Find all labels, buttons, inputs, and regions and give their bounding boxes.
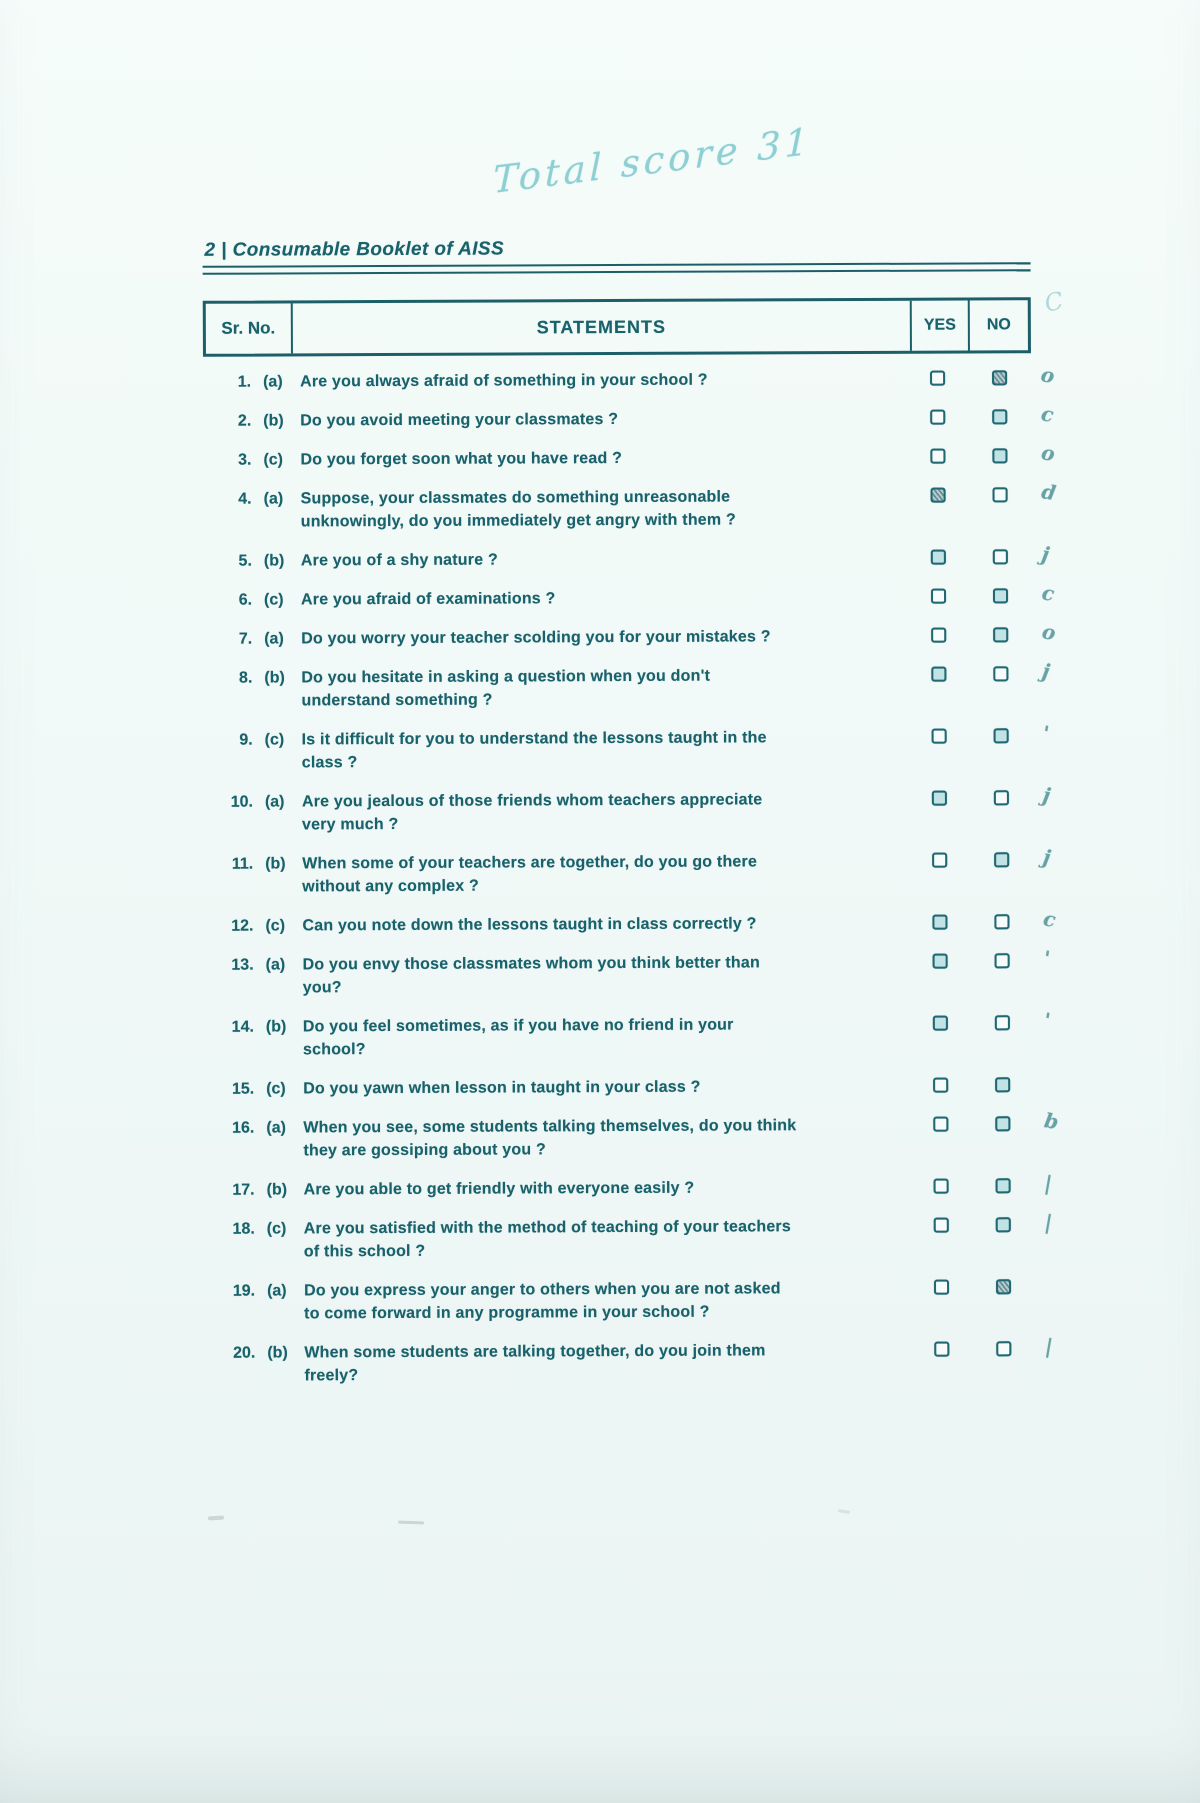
pencil-margin-mark: o — [1039, 440, 1057, 467]
yes-checkbox[interactable] — [932, 729, 947, 744]
sub-item-label: (c) — [264, 731, 285, 749]
pencil-margin-mark: j — [1041, 782, 1053, 808]
yes-checkbox[interactable] — [932, 853, 947, 868]
statement-text: Are you satisfied with the method of teaching of your teachers of this school ? — [303, 1218, 791, 1261]
serial-number: 12. — [231, 917, 254, 935]
statement-text: Do you yawn when lesson in taught in your class ? — [303, 1078, 701, 1098]
yes-checkbox[interactable] — [931, 589, 946, 604]
no-checkbox[interactable] — [996, 1341, 1011, 1356]
page-title: 2 | Consumable Booklet of AISS — [204, 238, 505, 261]
statement-text: Do you feel sometimes, as if you have no friend in your school? — [302, 1016, 734, 1059]
yes-checkbox[interactable] — [931, 550, 946, 565]
serial-number: 2. — [237, 412, 252, 430]
no-checkbox[interactable] — [992, 370, 1007, 385]
column-header-no: NO — [968, 300, 1028, 350]
sub-item-label: (a) — [266, 1119, 286, 1137]
pencil-margin-mark: ' — [1041, 1007, 1053, 1033]
yes-checkbox[interactable] — [932, 791, 947, 806]
table-row — [205, 782, 1053, 837]
statement-text: Do you hesitate in asking a question when you don't understand something ? — [301, 667, 711, 710]
handwritten-total-score-note: Total score 31 — [492, 119, 813, 202]
no-checkbox[interactable] — [994, 914, 1009, 929]
table-row — [204, 580, 1057, 612]
statement-text: Are you afraid of examinations ? — [300, 590, 556, 609]
pencil-margin-mark: c — [1040, 580, 1057, 606]
pencil-margin-mark: | — [1042, 1170, 1054, 1196]
sub-item-label: (b) — [266, 1181, 288, 1199]
serial-number: 15. — [231, 1080, 255, 1098]
table-row — [206, 1108, 1061, 1163]
sub-item-label: (b) — [265, 855, 286, 873]
yes-checkbox[interactable] — [933, 1117, 948, 1132]
table-row — [206, 1007, 1053, 1062]
statement-text: Can you note down the lessons taught in class correctly ? — [302, 915, 757, 935]
serial-number: 7. — [238, 630, 253, 648]
yes-checkbox[interactable] — [932, 915, 947, 930]
yes-checkbox[interactable] — [934, 1179, 949, 1194]
statement-text: Do you envy those classmates whom you think better than you? — [302, 954, 760, 997]
no-checkbox[interactable] — [993, 487, 1008, 502]
statement-text: When some students are talking together, do you join them freely? — [304, 1342, 766, 1385]
statement-text: Do you avoid meeting your classmates ? — [300, 410, 619, 430]
no-checkbox[interactable] — [996, 1279, 1011, 1294]
table-row — [204, 619, 1058, 651]
sub-item-label: (c) — [263, 591, 284, 609]
table-row — [204, 658, 1052, 713]
table-row — [203, 401, 1056, 433]
title-divider — [203, 262, 1031, 275]
column-header-sr-no: Sr. No. — [206, 303, 293, 353]
statement-text: Do you express your anger to others when you are not asked to come forward in any programme in your school ? — [304, 1280, 781, 1323]
sub-item-label: (a) — [263, 373, 283, 391]
statement-text: When some of your teachers are together, do you go there without any complex ? — [302, 853, 758, 896]
table-row — [204, 541, 1052, 573]
sub-item-label: (b) — [267, 1344, 288, 1362]
no-checkbox[interactable] — [994, 790, 1009, 805]
table-row — [205, 906, 1058, 938]
serial-number: 4. — [238, 490, 252, 508]
no-checkbox[interactable] — [993, 666, 1008, 681]
serial-number: 10. — [230, 793, 253, 811]
no-checkbox[interactable] — [994, 728, 1009, 743]
serial-number: 3. — [238, 451, 252, 469]
sub-item-label: (a) — [264, 630, 284, 648]
pencil-margin-mark: j — [1041, 844, 1053, 870]
yes-checkbox[interactable] — [930, 449, 945, 464]
pencil-margin-mark: o — [1039, 362, 1057, 389]
pencil-margin-mark: j — [1039, 541, 1052, 567]
pencil-margin-mark: ' — [1040, 720, 1051, 746]
no-checkbox[interactable] — [995, 1015, 1010, 1030]
no-checkbox[interactable] — [995, 953, 1010, 968]
pencil-margin-mark: c — [1039, 401, 1056, 427]
yes-checkbox[interactable] — [933, 1078, 948, 1093]
statement-text: When you see, some students talking themselves, do you think they are gossiping about you ? — [303, 1117, 797, 1160]
no-checkbox[interactable] — [996, 1178, 1011, 1193]
pencil-margin-mark: ' — [1041, 945, 1052, 971]
yes-checkbox[interactable] — [931, 488, 946, 503]
table-row — [203, 362, 1057, 394]
table-row — [206, 1074, 1034, 1101]
pencil-margin-mark: b — [1042, 1108, 1061, 1135]
column-header-statements: STATEMENTS — [536, 316, 667, 337]
statement-text: Are you always afraid of something in your school ? — [300, 371, 708, 391]
yes-checkbox[interactable] — [930, 371, 945, 386]
table-row — [207, 1333, 1055, 1388]
scan-smudge — [398, 1521, 424, 1525]
table-row — [203, 440, 1057, 472]
table-row — [207, 1170, 1054, 1202]
table-header-row — [203, 297, 1031, 357]
statement-text: Are you able to get friendly with everyone easily ? — [303, 1179, 695, 1199]
sub-item-label: (b) — [263, 412, 284, 430]
pencil-margin-mark: j — [1040, 658, 1052, 684]
sub-item-label: (a) — [267, 1282, 287, 1300]
statement-text: Do you forget soon what you have read ? — [300, 449, 623, 469]
sub-item-label: (c) — [266, 1080, 286, 1098]
statement-text: Do you worry your teacher scolding you for your mistakes ? — [301, 628, 771, 648]
table-row — [207, 1209, 1055, 1264]
serial-number: 17. — [232, 1181, 255, 1199]
no-checkbox[interactable] — [995, 1077, 1010, 1092]
pencil-margin-mark: | — [1042, 1209, 1055, 1235]
scan-smudge — [838, 1509, 850, 1514]
yes-checkbox[interactable] — [933, 954, 948, 969]
table-row — [206, 945, 1052, 1000]
pencil-margin-mark: c — [1041, 906, 1058, 932]
yes-checkbox[interactable] — [930, 410, 945, 425]
table-row — [205, 720, 1051, 775]
no-checkbox[interactable] — [996, 1217, 1011, 1232]
serial-number: 19. — [232, 1282, 256, 1300]
questionnaire-sheet — [202, 236, 1066, 1404]
statement-text: Are you jealous of those friends whom teachers appreciate very much ? — [301, 791, 763, 834]
column-header-yes: YES — [910, 300, 968, 350]
serial-number: 1. — [237, 373, 252, 391]
yes-checkbox[interactable] — [931, 667, 946, 682]
sub-item-label: (c) — [266, 1220, 287, 1238]
table-body — [203, 362, 1061, 1388]
sub-item-label: (a) — [263, 490, 284, 508]
yes-checkbox[interactable] — [934, 1280, 949, 1295]
no-checkbox[interactable] — [994, 852, 1009, 867]
serial-number: 20. — [233, 1344, 256, 1362]
no-checkbox[interactable] — [993, 549, 1008, 564]
serial-number: 9. — [239, 731, 253, 749]
yes-checkbox[interactable] — [933, 1016, 948, 1031]
yes-checkbox[interactable] — [934, 1342, 949, 1357]
table-row — [204, 479, 1058, 534]
sub-item-label: (b) — [265, 1018, 287, 1036]
no-checkbox[interactable] — [993, 627, 1008, 642]
no-checkbox[interactable] — [995, 1116, 1010, 1131]
statement-text: Is it difficult for you to understand the lessons taught in the class ? — [301, 729, 767, 772]
serial-number: 11. — [231, 855, 254, 873]
sub-item-label: (a) — [265, 956, 286, 974]
serial-number: 8. — [238, 669, 253, 687]
sub-item-label: (a) — [264, 793, 285, 811]
pencil-side-mark: C — [1041, 286, 1066, 318]
no-checkbox[interactable] — [992, 448, 1007, 463]
serial-number: 18. — [232, 1220, 255, 1238]
serial-number: 13. — [231, 956, 254, 974]
table-row — [205, 844, 1053, 899]
pencil-margin-mark: o — [1040, 619, 1058, 646]
sub-item-label: (b) — [264, 669, 285, 687]
table-row — [207, 1276, 1035, 1326]
serial-number: 5. — [238, 552, 252, 570]
serial-number: 14. — [231, 1018, 254, 1036]
serial-number: 6. — [238, 591, 253, 609]
sub-item-label: (c) — [265, 917, 286, 935]
no-checkbox[interactable] — [993, 588, 1008, 603]
yes-checkbox[interactable] — [931, 628, 946, 643]
yes-checkbox[interactable] — [934, 1218, 949, 1233]
serial-number: 16. — [232, 1119, 255, 1137]
statement-text: Are you of a shy nature ? — [300, 551, 498, 570]
sub-item-label: (c) — [263, 451, 284, 469]
no-checkbox[interactable] — [992, 409, 1007, 424]
statement-text: Suppose, your classmates do something unreasonable unknowingly, do you immediately get angry with them ? — [300, 488, 736, 531]
sub-item-label: (b) — [263, 552, 285, 570]
pencil-margin-mark: | — [1043, 1333, 1055, 1359]
scan-smudge — [208, 1515, 224, 1520]
pencil-margin-mark: d — [1039, 479, 1058, 506]
